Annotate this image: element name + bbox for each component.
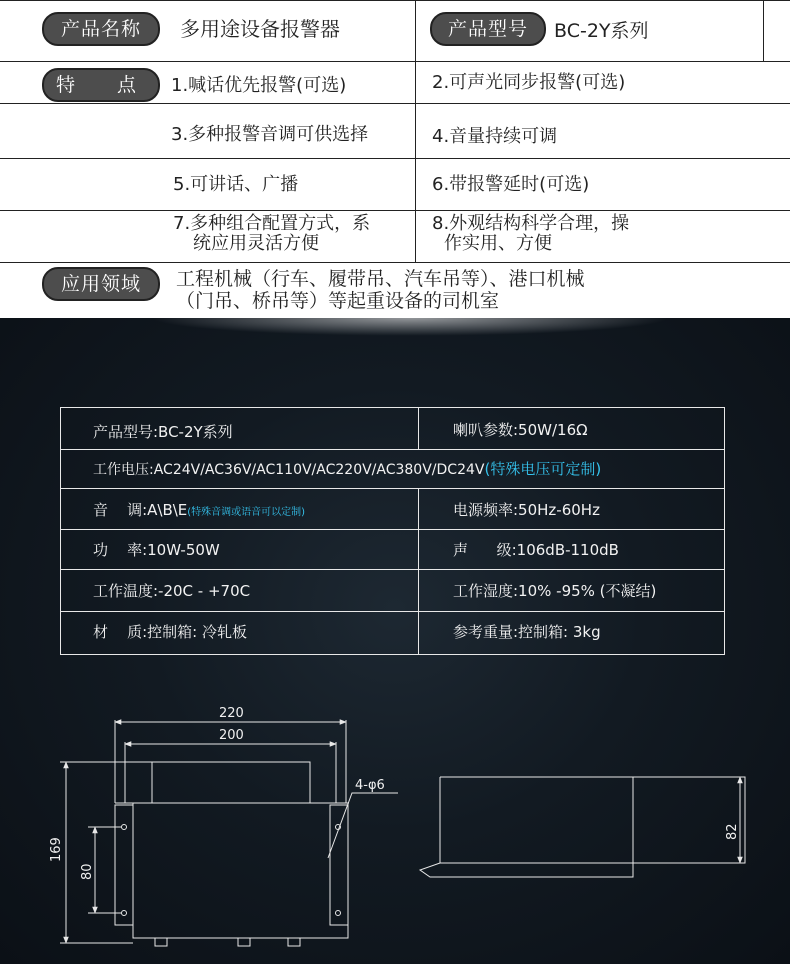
dim-82-label: 82 [725,823,740,840]
spec-tone-value: A\B\E [147,501,188,519]
application-line: 工程机械（行车、履带吊、汽车吊等）、港口机械 [176,268,585,290]
spec-voltage-value: 工作电压:AC24V/AC36V/AC110V/AC220V/AC380V/DC24V [93,462,485,478]
spec-frequency: 电源频率:50Hz-60Hz [453,501,600,519]
mounting-flange-right [330,805,348,925]
enclosure-top-box [152,762,310,803]
mounting-hole [122,911,127,916]
spec-voltage-note: (特殊电压可定制) [484,460,602,478]
dim-80-label: 80 [80,863,95,880]
feature-item: 5.可讲话、广播 [173,174,299,195]
product-name-label: 产品名称 [42,12,160,46]
spec-tone-note: (特殊音调或语音可以定制) [187,507,306,518]
mounting-flange-left [115,805,133,925]
feature-item: 1.喊话优先报警(可选) [171,75,347,96]
feature-item: 3.多种报警音调可供选择 [171,124,369,145]
mounting-hole [336,911,341,916]
spec-speaker: 喇叭参数:50W/16Ω [453,421,588,439]
spec-temperature: 工作温度:-20C - +70C [93,582,251,600]
dim-200-label: 200 [219,728,244,743]
product-model-label: 产品型号 [430,12,546,46]
features-label: 特 点 [42,68,160,102]
spec-material: 材 质:控制箱: 冷轧板 [93,623,247,641]
feature-item: 6.带报警延时(可选) [432,174,590,195]
enclosure-foot [155,938,167,946]
enclosure-foot [238,938,250,946]
enclosure-side [420,777,745,877]
spec-humidity: 工作湿度:10% -95% (不凝结) [453,582,657,600]
feature-item-line: 7.多种组合配置方式，系 [173,213,371,234]
product-name-value: 多用途设备报警器 [180,17,340,41]
enclosure-front [133,803,348,938]
feature-item-line: 8.外观结构科学合理，操 [432,213,630,234]
application-line: （门吊、桥吊等）等起重设备的司机室 [176,290,500,312]
spec-weight: 参考重量:控制箱: 3kg [453,623,601,641]
application-label: 应用领域 [42,267,160,301]
dim-220-label: 220 [219,706,244,721]
feature-item: 2.可声光同步报警(可选) [432,72,626,93]
enclosure-foot [288,938,300,946]
spec-sound-level: 声 级:106dB-110dB [453,541,619,559]
spec-power: 功 率:10W-50W [93,541,220,559]
feature-item-line: 作实用、方便 [444,233,552,254]
spec-model: 产品型号:BC-2Y系列 [93,423,233,441]
mounting-hole [122,825,127,830]
product-model-value: BC-2Y系列 [554,20,649,42]
feature-item: 4.音量持续可调 [432,126,558,147]
feature-item-line: 统应用灵活方便 [193,233,319,254]
dim-169-label: 169 [49,837,64,862]
spec-tone-label: 音 调: [93,501,148,519]
holes-label: 4-φ6 [355,778,385,793]
